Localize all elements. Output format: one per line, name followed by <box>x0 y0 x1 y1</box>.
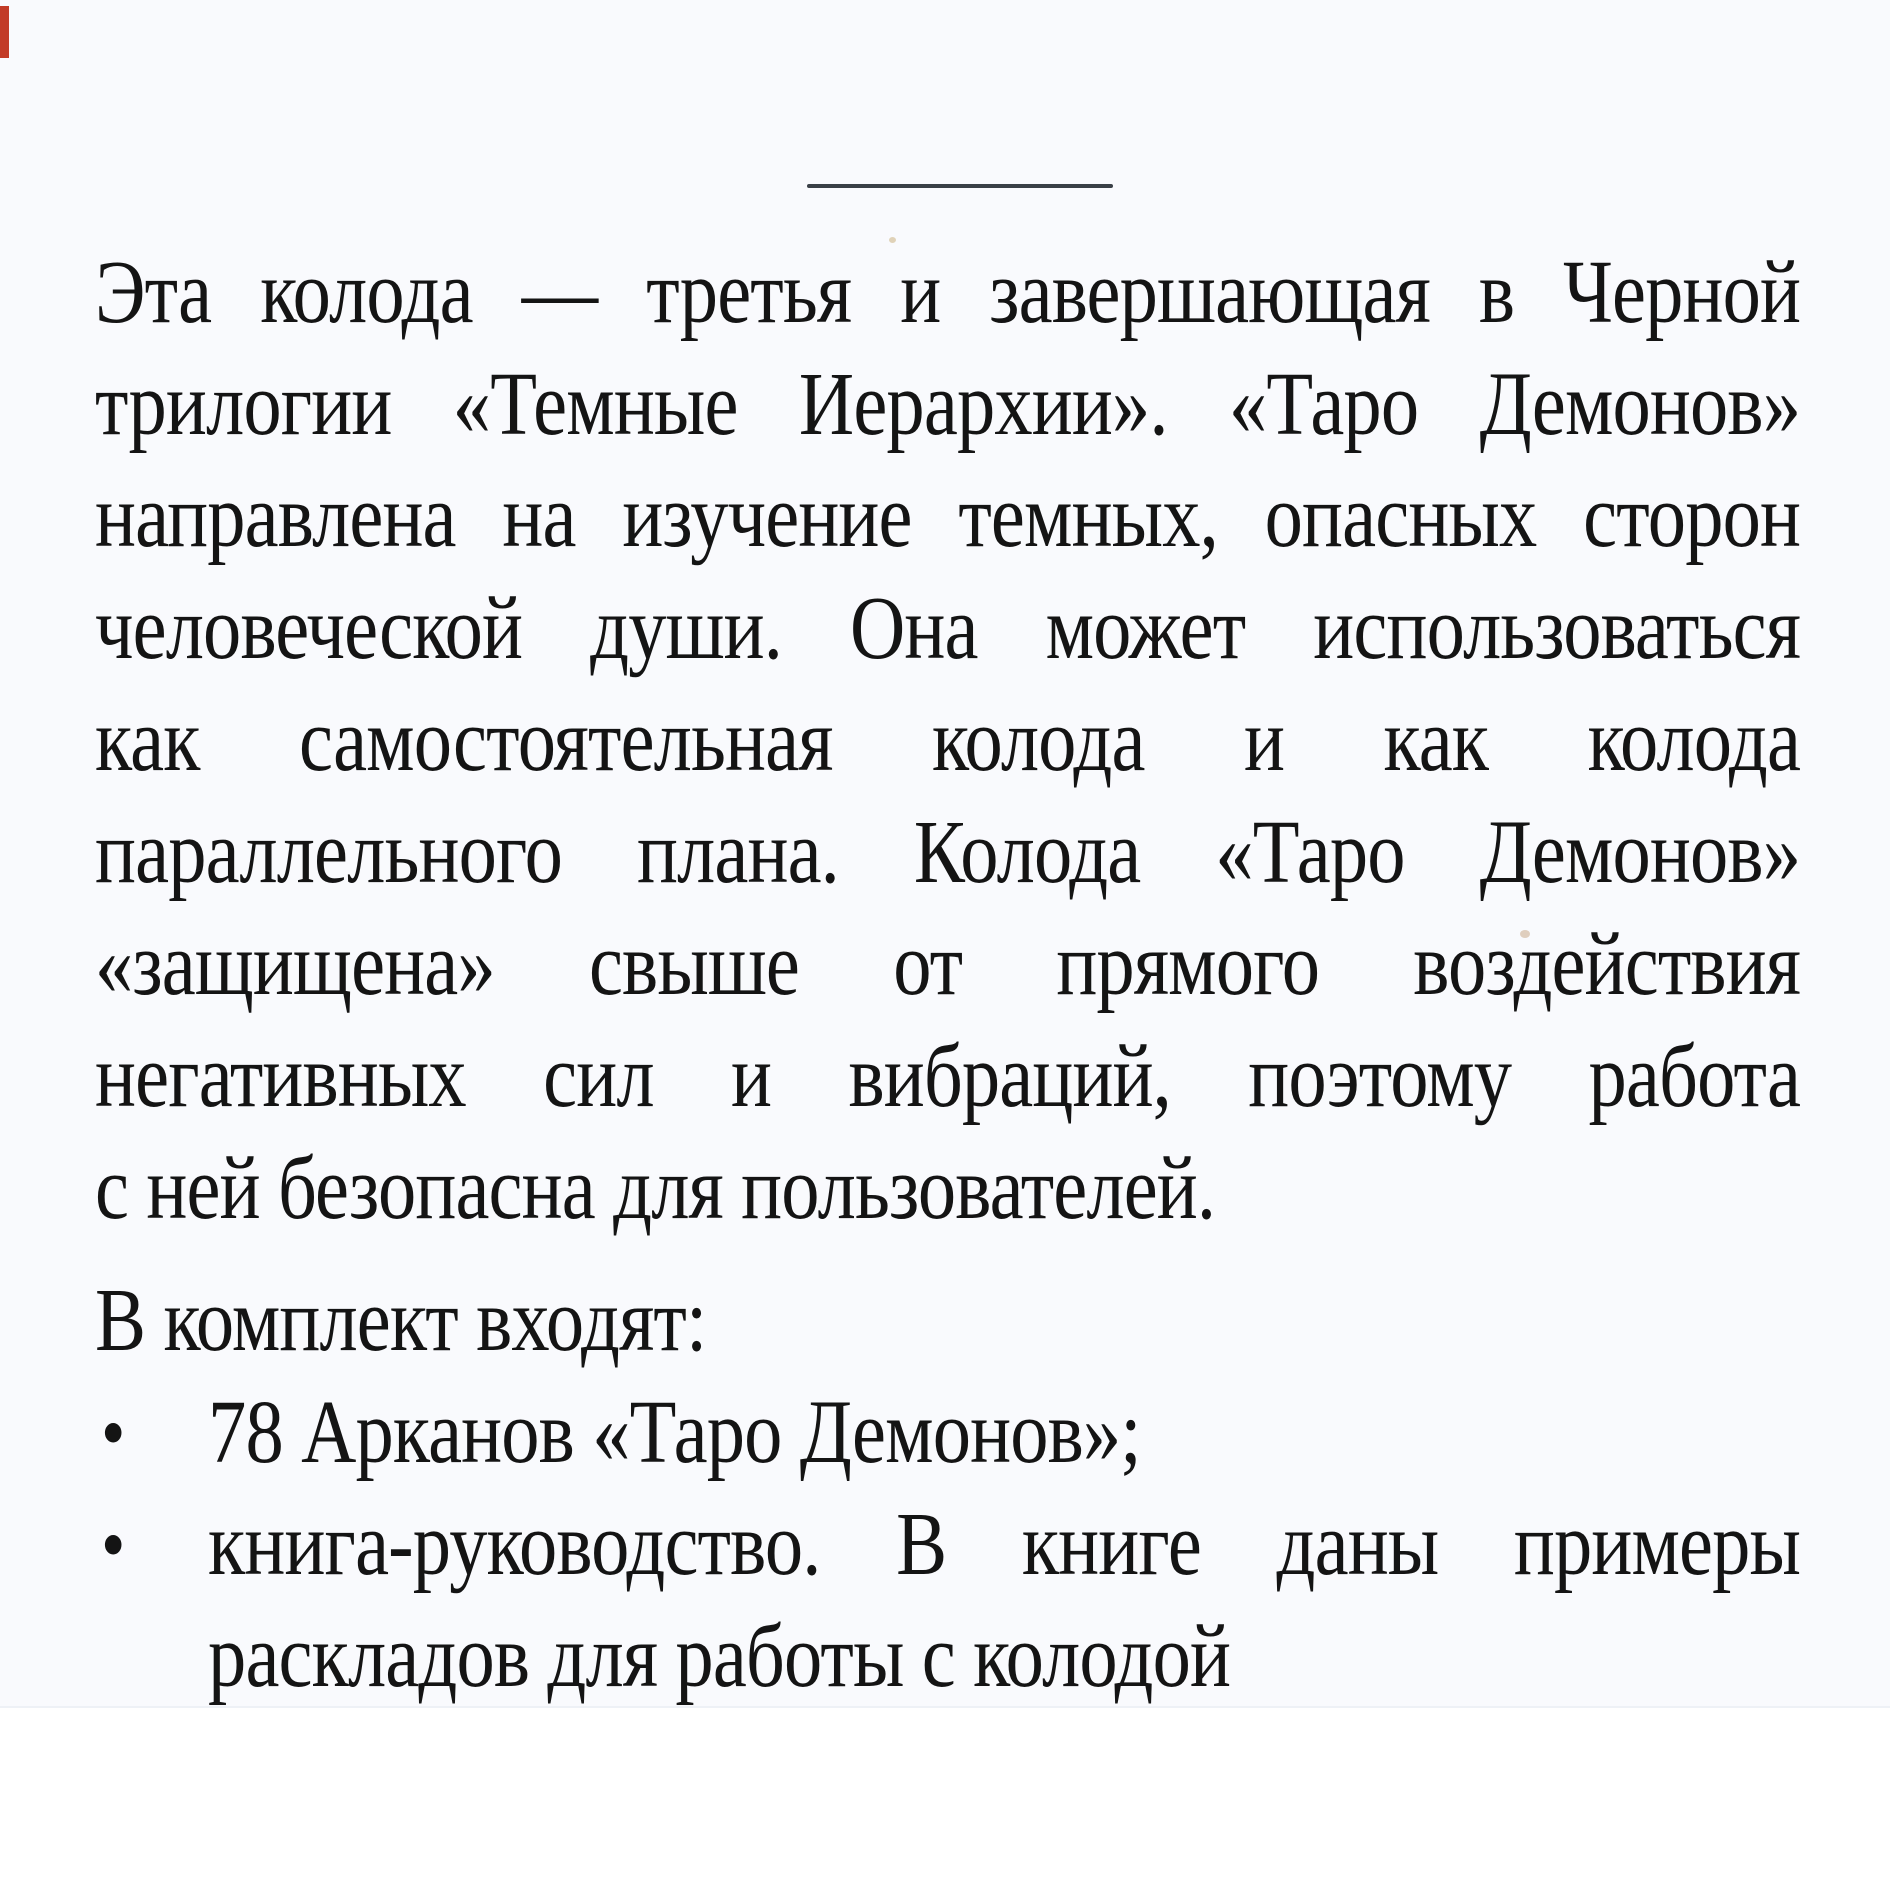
list-item <box>95 1489 1800 1713</box>
list-item-text: раскладов для работы с колодой <box>208 1607 1231 1706</box>
list-item-text: книга-руководство. В книге даны примеры <box>208 1495 1801 1594</box>
bullet-icon: • <box>100 1387 125 1478</box>
paragraph-line: параллельного плана. Колода «Таро Демонов» <box>95 803 1801 902</box>
description-text <box>95 237 1800 1713</box>
paragraph-line: направлена на изучение темных, опасных сторон <box>95 467 1801 566</box>
top-divider-line <box>807 184 1113 188</box>
paragraph-line: как самостоятельная колода и как колода <box>95 691 1801 790</box>
paragraph-line: трилогии «Темные Иерархии». «Таро Демонов» <box>95 355 1801 454</box>
paragraph-line: человеческой души. Она может использоваться <box>95 579 1801 678</box>
paragraph-line: Эта колода — третья и завершающая в Черной <box>95 243 1801 342</box>
list-item <box>95 1377 1800 1489</box>
list-item-text: 78 Арканов «Таро Демонов»; <box>208 1383 1141 1482</box>
bullet-icon: • <box>100 1499 125 1590</box>
paragraph-line: с ней безопасна для пользователей. <box>95 1139 1216 1238</box>
paragraph-line: негативных сил и вибраций, поэтому работа <box>95 1027 1801 1126</box>
paragraph-line: «защищена» свыше от прямого воздействия <box>95 915 1801 1014</box>
list-intro: В комплект входят: <box>95 1271 707 1370</box>
scan-artifact-red-mark <box>0 6 9 58</box>
